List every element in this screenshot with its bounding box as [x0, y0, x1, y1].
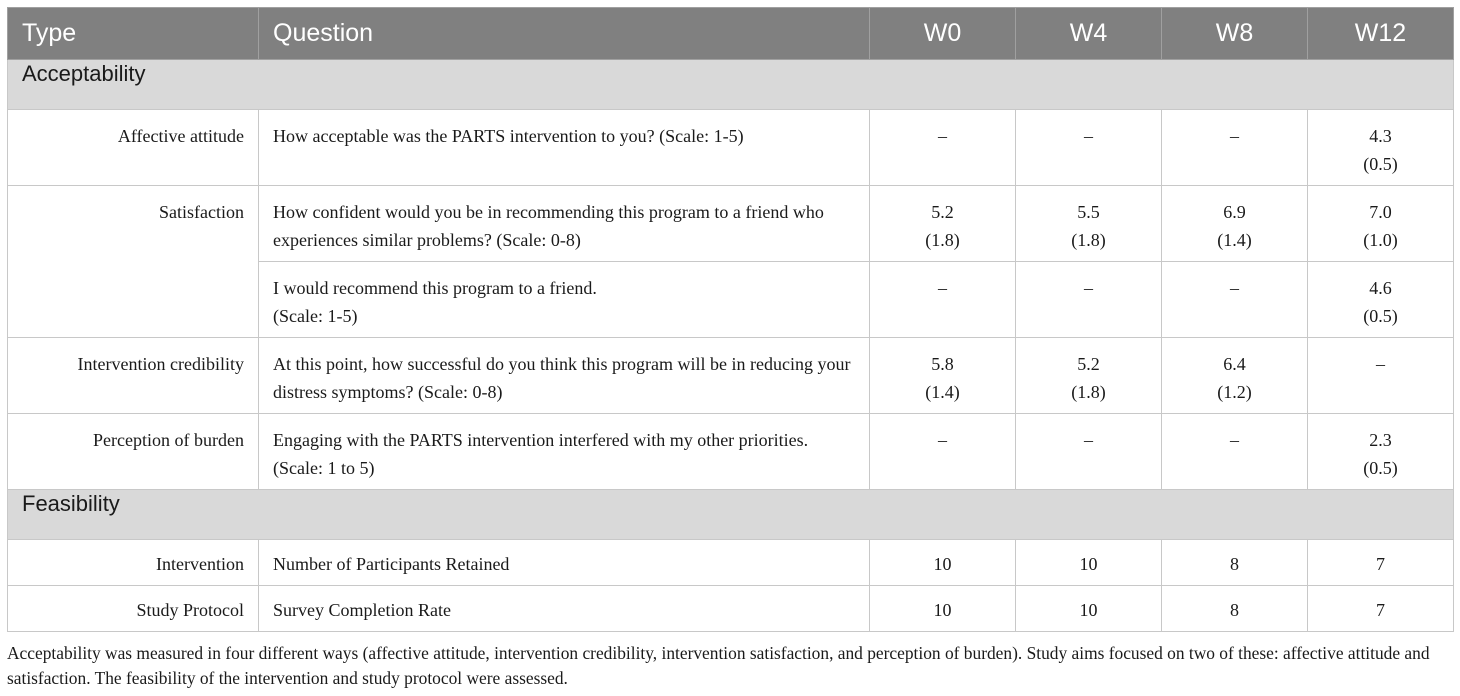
- row-type: Intervention: [8, 540, 259, 586]
- section-row-acceptability: [8, 60, 1454, 110]
- header-w12: W12: [1308, 8, 1454, 60]
- cell-w8: 8: [1162, 540, 1308, 586]
- results-table: [7, 7, 1454, 632]
- cell-w0: –: [870, 110, 1016, 186]
- cell-w4: 5.5 (1.8): [1016, 186, 1162, 262]
- cell-w12: 4.6 (0.5): [1308, 262, 1454, 338]
- table-row: [8, 586, 1454, 632]
- table-row: [8, 414, 1454, 490]
- row-question: How confident would you be in recommending this program to a friend who experiences similar problems? (Scale: 0-8): [259, 186, 870, 262]
- cell-w0: 10: [870, 540, 1016, 586]
- header-type: Type: [8, 8, 259, 60]
- cell-w4: 10: [1016, 540, 1162, 586]
- table-row: [8, 186, 1454, 262]
- section-row-feasibility: [8, 490, 1454, 540]
- row-question: I would recommend this program to a friend. (Scale: 1-5): [259, 262, 870, 338]
- cell-w8: –: [1162, 414, 1308, 490]
- row-question: Survey Completion Rate: [259, 586, 870, 632]
- cell-w12: 7.0 (1.0): [1308, 186, 1454, 262]
- cell-w12: 4.3 (0.5): [1308, 110, 1454, 186]
- cell-w4: –: [1016, 262, 1162, 338]
- table-row: [8, 540, 1454, 586]
- row-type: Study Protocol: [8, 586, 259, 632]
- cell-w0: –: [870, 414, 1016, 490]
- cell-w0: 5.8 (1.4): [870, 338, 1016, 414]
- cell-w12: 7: [1308, 586, 1454, 632]
- cell-w12: 2.3 (0.5): [1308, 414, 1454, 490]
- table-row: [8, 110, 1454, 186]
- header-w4: W4: [1016, 8, 1162, 60]
- cell-w12: –: [1308, 338, 1454, 414]
- cell-w4: –: [1016, 110, 1162, 186]
- header-w0: W0: [870, 8, 1016, 60]
- header-question: Question: [259, 8, 870, 60]
- row-type: Satisfaction: [8, 186, 259, 338]
- cell-w8: –: [1162, 110, 1308, 186]
- cell-w0: 5.2 (1.8): [870, 186, 1016, 262]
- section-label: Acceptability: [8, 60, 1454, 110]
- table-row: [8, 338, 1454, 414]
- header-w8: W8: [1162, 8, 1308, 60]
- row-question: At this point, how successful do you think this program will be in reducing your distress symptoms? (Scale: 0-8): [259, 338, 870, 414]
- cell-w4: 10: [1016, 586, 1162, 632]
- cell-w0: 10: [870, 586, 1016, 632]
- cell-w12: 7: [1308, 540, 1454, 586]
- cell-w4: –: [1016, 414, 1162, 490]
- cell-w4: 5.2 (1.8): [1016, 338, 1162, 414]
- cell-w8: 6.4 (1.2): [1162, 338, 1308, 414]
- cell-w8: 6.9 (1.4): [1162, 186, 1308, 262]
- cell-w8: –: [1162, 262, 1308, 338]
- row-type: Perception of burden: [8, 414, 259, 490]
- row-question: How acceptable was the PARTS intervention to you? (Scale: 1-5): [259, 110, 870, 186]
- cell-w0: –: [870, 262, 1016, 338]
- row-type: Intervention credibility: [8, 338, 259, 414]
- table-footnote: Acceptability was measured in four different ways (affective attitude, intervention credibility, intervention satisfaction, and perception of burden). Study aims focused on two of these: affective attitude and satisfaction. The feasibility of the intervention and study protocol were assessed.: [7, 643, 1430, 688]
- row-question: Number of Participants Retained: [259, 540, 870, 586]
- table-header-row: [8, 8, 1454, 60]
- cell-w8: 8: [1162, 586, 1308, 632]
- row-type: Affective attitude: [8, 110, 259, 186]
- row-question: Engaging with the PARTS intervention interfered with my other priorities. (Scale: 1 to 5): [259, 414, 870, 490]
- section-label: Feasibility: [8, 490, 1454, 540]
